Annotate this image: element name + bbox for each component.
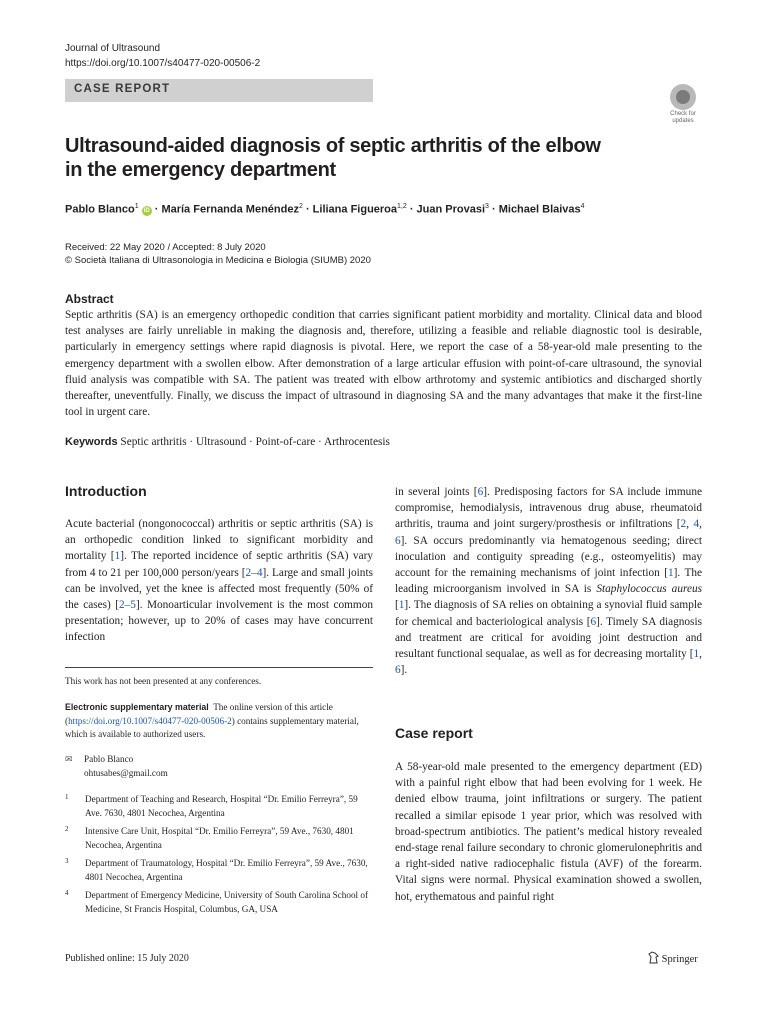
author-name[interactable]: Juan Provasi: [416, 203, 486, 216]
reference-link[interactable]: 1: [398, 599, 405, 612]
abstract-text: Septic arthritis (SA) is an emergency orthopedic condition that carries significant patient morbidity and mortality. Clinical data and blood test analyses are fairly unreliable in making the diagnosis and, therefore, utilizing a feasible and reliable diagnostic tool is desirable, particularly in emergency settings where rapid diagnosis is pivotal. Here, we report the case of a 58-year-old male presenting to the emergency department with a swollen elbow. After demonstration of a large articular effusion with point-of-care ultrasound, the synovial fluid analysis was compatible with SA. The patient was treated with elbow arthrotomy and systemic antibiotics and discharged shortly thereafter, uneventfully. Finally, we discuss the impact of ultrasound in diagnosing SA and the many advantages that make it the first-line tool in urgent care.: [65, 309, 702, 419]
title-line-1: Ultrasound-aided diagnosis of septic arthritis of the elbow: [65, 135, 601, 157]
journal-name: Journal of Ultrasound: [65, 43, 161, 54]
title-line-2: in the emergency department: [65, 159, 336, 181]
publisher-logo: [648, 951, 698, 965]
received-accepted: Received: 22 May 2020 / Accepted: 8 July 2020: [65, 242, 266, 253]
intro-paragraph-right: in several joints [6]. Predisposing factors for SA include immune compromise, hemodialysis, intravenous drug abuse, rheumatoid arthritis, trauma and joint surgery/prosthesis or infiltrations [2, 4, 6]. SA occurs predominantly via hematogenous seeding; direct inoculation and contiguity spreading (e.g., osteomyelitis) may account for the remaining mechanisms of joint infection [1]. The leading microorganism involved in SA is Staphylococcus aureus [1]. The diagnosis of SA relies on obtaining a synovial fluid sample for chemical and bacteriological analysis [6]. Timely SA diagnosis and treatment are critical for avoiding joint destruction and resultant functional sequalae, as well as for decreasing mortality [1, 6].: [395, 486, 703, 677]
esm-link[interactable]: https://doi.org/10.1007/s40477-020-00506-2: [68, 715, 232, 726]
orcid-icon[interactable]: iD: [143, 207, 150, 214]
reference-link[interactable]: 1: [114, 550, 121, 563]
springer-horse-icon: [648, 951, 659, 964]
case-report-heading: Case report: [395, 725, 473, 741]
article-type-label: CASE REPORT: [74, 83, 171, 95]
author-affiliation-mark: 2: [298, 203, 303, 210]
published-date: Published online: 15 July 2020: [65, 953, 189, 964]
contact-email[interactable]: ohtusabes@gmail.com: [84, 767, 168, 778]
reference-link[interactable]: 4: [693, 518, 700, 531]
author-name[interactable]: Pablo Blanco: [65, 203, 135, 216]
keywords-label: Keywords: [65, 436, 118, 448]
article-dates: [65, 241, 371, 267]
check-updates-label: Check for updates: [670, 111, 696, 124]
esm-note: Electronic supplementary material The online version of this article (https://doi.org/10.1007/s40477-020-00506-2) contains supplementary material, which is available to authorized users.: [65, 702, 359, 739]
publisher-name: Springer: [661, 954, 698, 965]
reference-link[interactable]: 6: [395, 664, 401, 677]
reference-link[interactable]: 6: [395, 534, 401, 547]
author-affiliation-mark: 3: [485, 203, 489, 210]
article-title: [65, 134, 625, 182]
reference-link[interactable]: 6: [477, 486, 484, 498]
check-for-updates-badge[interactable]: [664, 84, 702, 124]
introduction-heading: Introduction: [65, 483, 147, 499]
case-report-text: A 58-year-old male presented to the emergency department (ED) with a painful right elbow that had been evolving for 1 week. He denied elbow trauma, joint infiltrations or surgery. The patient recalled a similar episode 1 year prior, which was resolved with broad-spectrum antibiotics. The patient’s medical history revealed end-stage renal failure secondary to chronic glomerulonephritis and a right-sided native radiocephalic fistula (AVF) of the forearm. Vital signs were normal. Physical examination showed a swollen, hot, erythematous and painful right: [395, 761, 702, 903]
article-type-bar: [65, 79, 373, 102]
author-affiliation-mark: 1,2: [397, 203, 407, 210]
reference-link[interactable]: 2–4: [245, 566, 263, 579]
intro-paragraph-left: Acute bacterial (nongonococcal) arthritis or septic arthritis (SA) is an orthopedic condition linked to significant morbidity and mortality [1]. The reported incidence of septic arthritis (SA) vary from 4 to 21 per 100,000 person/years [2–4]. Large and small joints can be involved, yet the knee is affected most frequently (50% of the cases) [2–5]. Monoarticular involvement is the most common presentation; however, up to 20% of cases may have concurrent infection: [65, 518, 373, 644]
author-list: Pablo Blanco$^1$ iD · María Fernanda Menéndez$^2$ · Liliana Figueroa$^{1,2}$ · Juan Provasi$^3$ · Michael Blaivas$^4$: [65, 203, 585, 216]
keywords-list: Septic arthritis · Ultrasound · Point-of-care · Arthrocentesis: [120, 436, 390, 448]
reference-link[interactable]: 2: [680, 518, 687, 531]
esm-label: Electronic supplementary material: [65, 702, 209, 712]
author-name[interactable]: Michael Blaivas: [498, 203, 581, 216]
reference-link[interactable]: 2–5: [119, 599, 136, 612]
doi-link[interactable]: https://doi.org/10.1007/s40477-020-00506-2: [65, 58, 261, 69]
reference-link[interactable]: 1: [668, 567, 674, 580]
contact-name: Pablo Blanco: [84, 754, 134, 764]
keywords-line: [65, 436, 390, 448]
author-name[interactable]: María Fernanda Menéndez: [161, 203, 299, 216]
footnote-divider: [65, 667, 373, 668]
envelope-icon: ✉: [65, 754, 73, 764]
copyright-line: © Società Italiana di Ultrasonologia in Medicina e Biologia (SIUMB) 2020: [65, 255, 371, 266]
author-name[interactable]: Liliana Figueroa: [312, 203, 398, 216]
journal-header: [65, 41, 260, 71]
abstract-heading: Abstract: [65, 292, 114, 306]
reference-link[interactable]: 6: [590, 615, 597, 628]
corresponding-author: [65, 753, 373, 780]
check-updates-icon: [670, 84, 696, 110]
reference-link[interactable]: 1: [693, 648, 700, 661]
author-affiliation-mark: 4: [580, 203, 585, 210]
conference-note: This work has not been presented at any conferences.: [65, 676, 262, 686]
author-affiliation-mark: 1: [134, 203, 139, 210]
organism-name: Staphylococcus aureus: [596, 583, 702, 596]
